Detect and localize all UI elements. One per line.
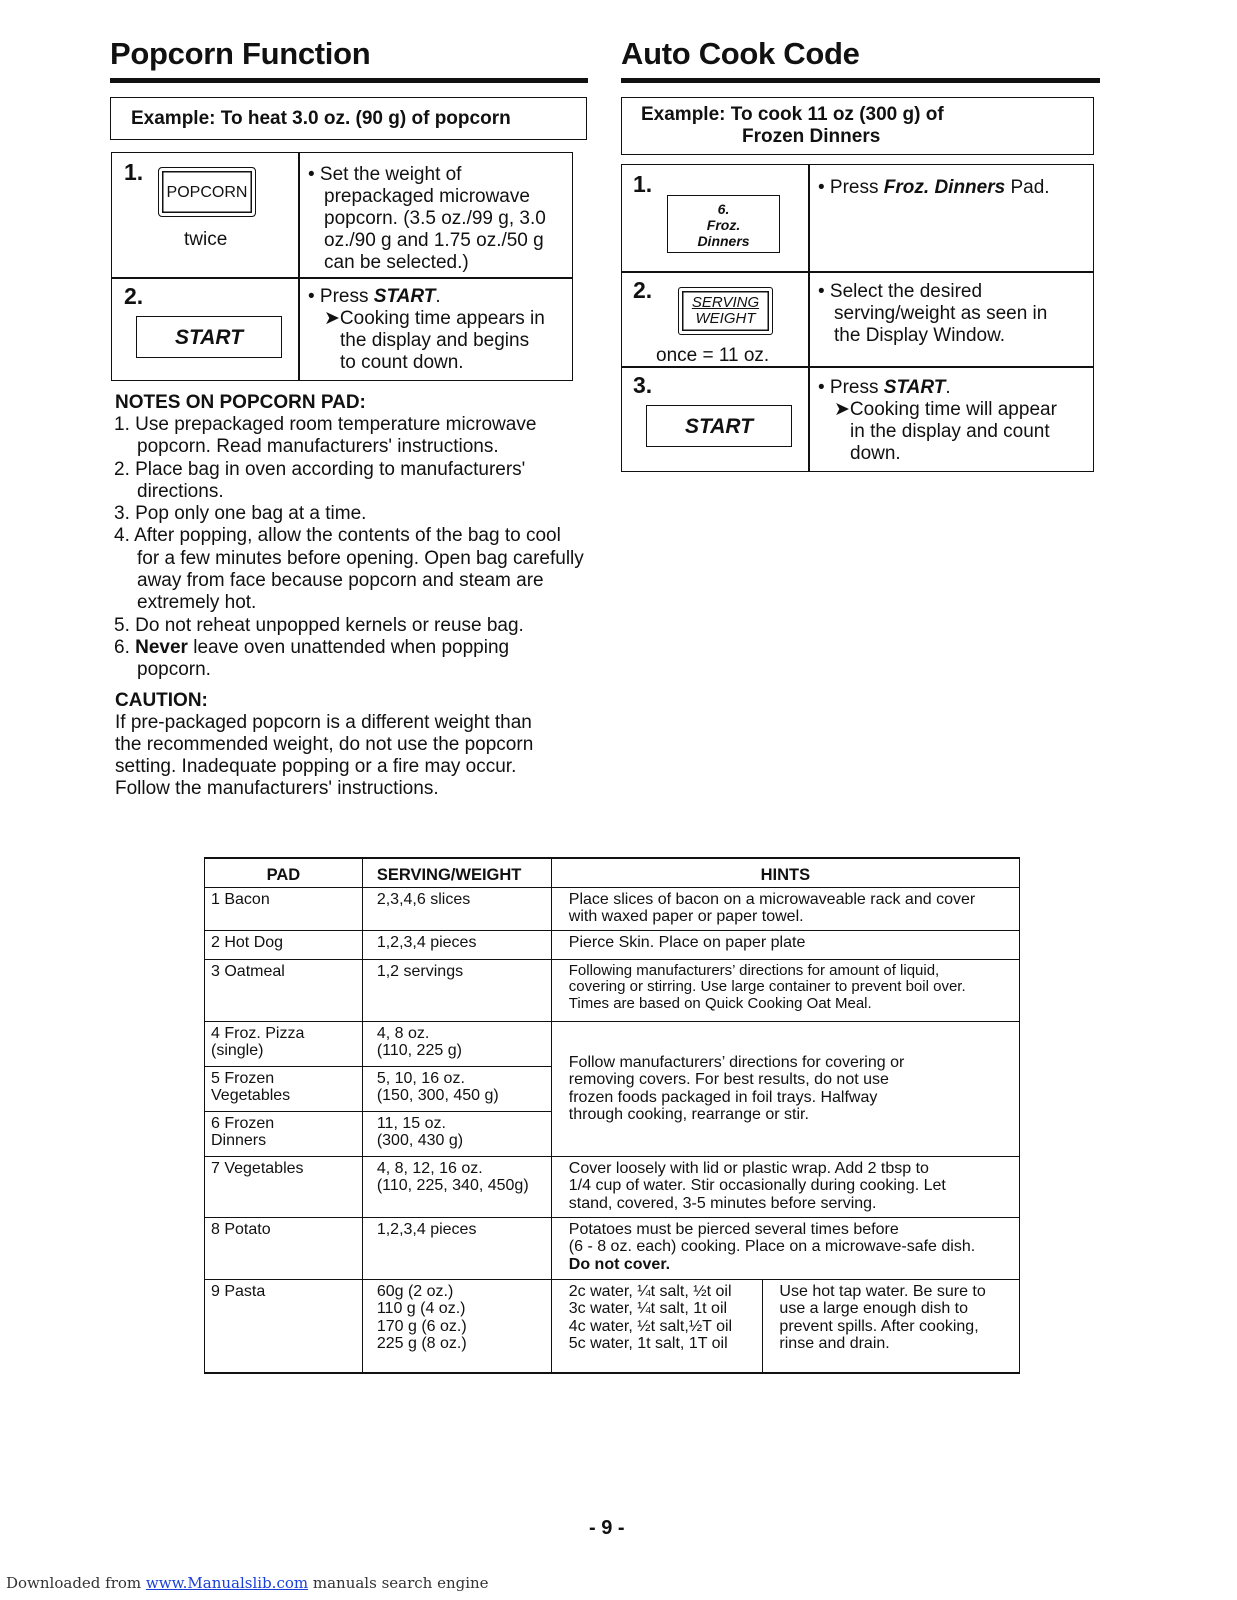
caution-line: the recommended weight, do not use the popcorn <box>115 734 534 755</box>
table-cell: 60g (2 oz.) 110 g (4 oz.) 170 g (6 oz.) 225 g (8 oz.) <box>362 1279 551 1373</box>
note-item: 2. Place bag in oven according to manufacturers' directions. <box>114 458 526 502</box>
footer-text: manuals search engine <box>308 1574 489 1592</box>
table-cell: 1,2,3,4 pieces <box>362 1217 551 1279</box>
pad-label: WEIGHT <box>695 310 756 327</box>
popcorn-pad-button[interactable]: POPCORN <box>158 167 256 217</box>
table-cell: 6 Frozen Dinners <box>205 1111 363 1156</box>
table-cell <box>551 1217 1019 1279</box>
pad-label: Dinners <box>697 233 750 249</box>
table-cell: 4, 8 oz. (110, 225 g) <box>362 1021 551 1066</box>
step-number: 2. <box>633 277 653 303</box>
table-cell: 2c water, ¼t salt, ½t oil 3c water, ¼t salt, 1t oil 4c water, ½t salt,½T oil 5c water, 1t salt, 1T oil <box>551 1279 763 1373</box>
popcorn-example: Example: To heat 3.0 oz. (90 g) of popcorn <box>131 108 511 129</box>
notes-title: NOTES ON POPCORN PAD: <box>115 392 366 413</box>
note-item: 3. Pop only one bag at a time. <box>114 503 367 525</box>
table-cell: 1,2,3,4 pieces <box>362 930 551 959</box>
hint-bold: Do not cover. <box>568 1255 671 1273</box>
popcorn-example-box <box>110 97 587 140</box>
step-number: 3. <box>633 372 653 398</box>
instruction-line: the Display Window. <box>834 325 1006 346</box>
autocook-title: Auto Cook Code <box>621 36 860 71</box>
table-cell: Pierce Skin. Place on paper plate <box>551 930 1019 959</box>
table-row <box>205 1156 1020 1217</box>
note-rest: leave oven unattended when popping popcorn. <box>137 636 510 681</box>
step-instructions <box>818 177 1050 199</box>
divider <box>808 367 810 471</box>
autocook-example-line: Example: To cook 11 oz (300 g) of <box>641 104 944 125</box>
instruction-line: • Set the weight of <box>308 164 462 185</box>
caution-line: Follow the manufacturers' instructions. <box>115 778 439 799</box>
table-cell: 8 Potato <box>205 1217 363 1279</box>
popcorn-title: Popcorn Function <box>110 36 371 71</box>
table-cell: 4 Froz. Pizza (single) <box>205 1021 363 1066</box>
table-cell: 3 Oatmeal <box>205 959 363 1021</box>
table-header-row <box>205 858 1020 887</box>
press-text: • Press <box>308 286 374 307</box>
press-end: Pad. <box>1005 177 1050 198</box>
step-number: 2. <box>124 283 144 309</box>
title-rule <box>621 78 1100 83</box>
table-cell: Use hot tap water. Be sure to use a large enough dish to prevent spills. After cooking, rinse and drain. <box>763 1279 1020 1373</box>
caution-line: setting. Inadequate popping or a fire may occur. <box>115 756 517 777</box>
press-key: Froz. Dinners <box>883 177 1006 198</box>
note-bold: Never <box>135 636 188 658</box>
table-row <box>205 1279 1020 1373</box>
caution-line: If pre-packaged popcorn is a different weight than <box>115 712 532 733</box>
step-instructions <box>818 281 1047 347</box>
instruction-line: can be selected.) <box>324 252 469 273</box>
press-text: • Press <box>818 377 884 398</box>
instruction-line: • Select the desired <box>818 281 983 302</box>
pad-label: SERVING <box>691 294 760 311</box>
column-header: PAD <box>205 858 363 887</box>
caution-text <box>115 712 533 800</box>
table-row <box>205 1217 1020 1279</box>
table-cell: 1 Bacon <box>205 887 363 930</box>
start-pad-button[interactable]: START <box>646 405 792 447</box>
caution-title: CAUTION: <box>115 690 208 711</box>
press-text: • Press <box>818 177 884 198</box>
press-key: START <box>883 377 946 398</box>
instruction-line: in the display and count <box>850 421 1050 442</box>
table-cell: 5 Frozen Vegetables <box>205 1066 363 1111</box>
footer <box>6 1574 489 1592</box>
column-header: SERVING/WEIGHT <box>362 858 551 887</box>
divider <box>298 153 300 278</box>
table-row <box>205 1021 1020 1066</box>
table-row <box>205 930 1020 959</box>
popcorn-step-1 <box>111 152 573 279</box>
table-row <box>205 959 1020 1021</box>
column-header: HINTS <box>551 858 1019 887</box>
press-end: . <box>945 377 951 398</box>
instruction-line: popcorn. (3.5 oz./99 g, 3.0 <box>324 208 546 229</box>
froz-dinners-pad-button[interactable] <box>667 195 780 253</box>
step-number: 1. <box>124 159 144 185</box>
table-cell: 2 Hot Dog <box>205 930 363 959</box>
step-instructions <box>818 377 1057 465</box>
table-cell: 7 Vegetables <box>205 1156 363 1217</box>
pad-label: 6. <box>717 201 730 217</box>
instruction-line: ➤Cooking time appears in <box>324 308 545 329</box>
table-row <box>205 887 1020 930</box>
step-number: 1. <box>633 171 653 197</box>
step-instructions <box>308 286 545 374</box>
autocook-step-3 <box>621 366 1094 472</box>
table-cell: Following manufacturers’ directions for amount of liquid, covering or stirring. Use large container to prevent boil over. Times are based on Quick Cooking Oat Meal. <box>551 959 1019 1021</box>
note-item <box>114 637 584 682</box>
table-cell: 5, 10, 16 oz. (150, 300, 450 g) <box>362 1066 551 1111</box>
instruction-line: oz./90 g and 1.75 oz./50 g <box>324 230 544 251</box>
table-cell: 1,2 servings <box>362 959 551 1021</box>
auto-cook-table <box>204 857 1020 1374</box>
pad-label: Froz. <box>706 217 741 233</box>
instruction-line: prepackaged microwave <box>324 186 530 207</box>
note-item: 1. Use prepackaged room temperature microwave popcorn. Read manufacturers' instructions. <box>114 414 537 458</box>
footer-text: Downloaded from <box>6 1574 146 1592</box>
manualslib-link[interactable]: www.Manualslib.com <box>145 1574 309 1592</box>
autocook-step-2 <box>621 271 1094 368</box>
instruction-line: ➤Cooking time will appear <box>834 399 1057 420</box>
hint-text: Potatoes must be pierced several times before (6 - 8 oz. each) cooking. Place on a microwave-safe dish. <box>568 1220 976 1255</box>
note-item: 5. Do not reheat unpopped kernels or reuse bag. <box>114 614 524 636</box>
table-cell: 2,3,4,6 slices <box>362 887 551 930</box>
popcorn-step-2 <box>111 277 573 381</box>
table-cell: Place slices of bacon on a microwaveable rack and cover with waxed paper or paper towel. <box>551 887 1019 930</box>
autocook-step-1 <box>621 164 1094 273</box>
title-rule <box>110 78 588 83</box>
instruction-line: to count down. <box>340 352 464 373</box>
step-note: once = 11 oz. <box>656 345 770 366</box>
table-cell: Cover loosely with lid or plastic wrap. Add 2 tbsp to 1/4 cup of water. Stir occasionally during cooking. Let stand, covered, 3-5 minutes before serving. <box>551 1156 1019 1217</box>
table-cell: 11, 15 oz. (300, 430 g) <box>362 1111 551 1156</box>
note-item: 4. After popping, allow the contents of the bag to cool for a few minutes before opening. Open bag carefully away from face because popcorn and steam are extremely hot. <box>114 525 584 614</box>
table-cell: 9 Pasta <box>205 1279 363 1373</box>
autocook-example-line: Frozen Dinners <box>742 126 881 147</box>
divider <box>298 278 300 380</box>
notes-list <box>114 414 584 682</box>
divider <box>808 165 810 272</box>
divider <box>808 272 810 367</box>
table-cell: 4, 8, 12, 16 oz. (110, 225, 340, 450g) <box>362 1156 551 1217</box>
step-instructions <box>308 164 546 274</box>
instruction-line: serving/weight as seen in <box>834 303 1048 324</box>
table-cell: Follow manufacturers’ directions for covering or removing covers. For best results, do not use frozen foods packaged in foil trays. Halfway through cooking, rearrange or stir. <box>551 1021 1019 1156</box>
instruction-line: down. <box>850 443 901 464</box>
note-num: 6. <box>114 636 136 658</box>
instruction-line: the display and begins <box>340 330 530 351</box>
autocook-example-box <box>621 97 1094 155</box>
press-end: . <box>435 286 441 307</box>
step-note: twice <box>184 229 228 250</box>
page-number: - 9 - <box>589 1517 625 1539</box>
serving-weight-pad-button[interactable] <box>678 287 773 335</box>
start-pad-button[interactable]: START <box>136 316 282 358</box>
press-key: START <box>373 286 436 307</box>
